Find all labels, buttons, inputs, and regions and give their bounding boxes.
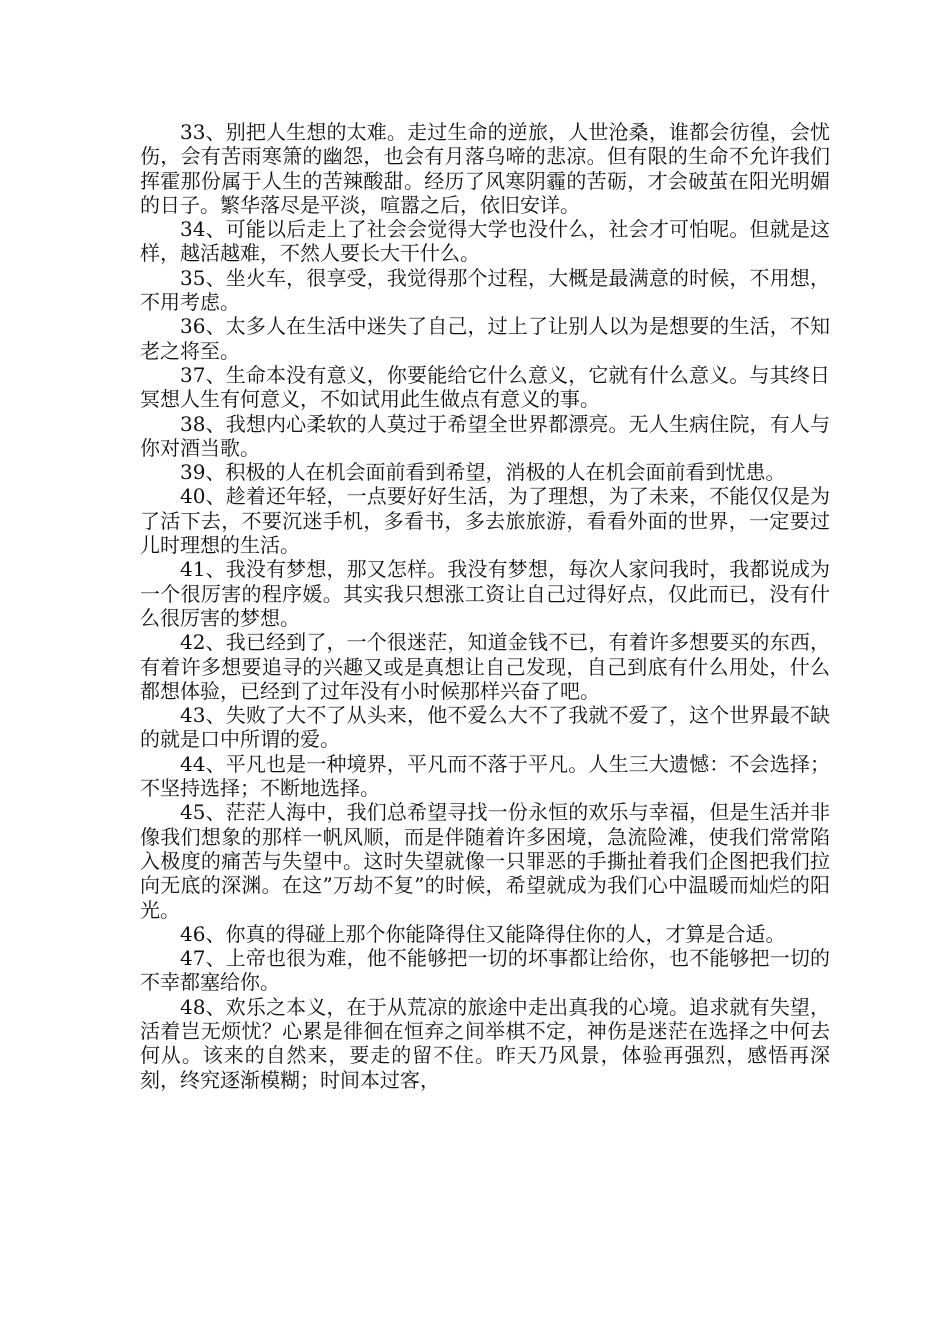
paragraph-46: 46、你真的得碰上那个你能降得住又能降得住你的人，才算是合适。 <box>180 921 786 946</box>
document-page <box>140 120 830 1092</box>
paragraph-42: 42、我已经到了，一个很迷茫，知道金钱不已，有着许多想要买的东西，有着许多想要追寻的兴趣又或是真想让自己发现，自己到底有什么用处，什么都想体验，已经到了过年没有小时候那样兴奋了吧。 <box>140 630 830 703</box>
paragraph-35: 35、坐火车，很享受，我觉得那个过程，大概是最满意的时候，不用想，不用考虑。 <box>140 265 830 315</box>
paragraph-39: 39、积极的人在机会面前看到希望，消极的人在机会面前看到忧患。 <box>180 460 786 485</box>
paragraph-36: 36、太多人在生活中迷失了自己，过上了让别人以为是想要的生活，不知老之将至。 <box>140 314 830 363</box>
paragraph-38: 38、我想内心柔软的人莫过于希望全世界都漂亮。无人生病住院，有人与你对酒当歌。 <box>140 411 830 460</box>
paragraph-40: 40、趁着还年轻，一点要好好生活，为了理想，为了未来，不能仅仅是为了活下去，不要沉迷手机，多看书，多去旅旅游，看看外面的世界，一定要过儿时理想的生活。 <box>140 484 830 558</box>
paragraph-41: 41、我没有梦想，那又怎样。我没有梦想，每次人家问我时，我都说成为一个很厉害的程序媛。其实我只想涨工资让自己过得好点，仅此而已，没有什么很厉害的梦想。 <box>140 557 830 630</box>
paragraph-34: 34、可能以后走上了社会会觉得大学也没什么，社会才可怕呢。但就是这样，越活越难，不然人要长大干什么。 <box>140 217 830 266</box>
paragraph-44: 44、平凡也是一种境界，平凡而不落于平凡。人生三大遗憾：不会选择；不坚持选择；不断地选择。 <box>140 751 830 801</box>
paragraph-33: 33、别把人生想的太难。走过生命的逆旅，人世沧桑，谁都会彷徨，会忧伤，会有苦雨寒箫的幽怨，也会有月落乌啼的悲凉。但有限的生命不允许我们挥霍那份属于人生的苦辣酸甜。经历了风寒阴霾的苦砺，才会破茧在阳光明媚的日子。繁华落尽是平淡，喧嚣之后，依旧安详。 <box>140 120 830 217</box>
paragraph-43: 43、失败了大不了从头来，他不爱么大不了我就不爱了，这个世界最不缺的就是口中所谓的爱。 <box>140 703 830 752</box>
paragraph-45: 45、茫茫人海中，我们总希望寻找一份永恒的欢乐与幸福，但是生活并非像我们想象的那样一帆风顺，而是伴随着许多困境，急流险滩，使我们常常陷入极度的痛苦与失望中。这时失望就像一只罪恶的手撕扯着我们企图把我们拉向无底的深渊。在这”万劫不复”的时候，希望就成为我们心中温暖而灿烂的阳光。 <box>140 800 830 922</box>
paragraph-37: 37、生命本没有意义，你要能给它什么意义，它就有什么意义。与其终日冥想人生有何意义，不如试用此生做点有意义的事。 <box>140 362 830 412</box>
paragraph-47: 47、上帝也很为难，他不能够把一切的坏事都让给你，也不能够把一切的不幸都塞给你。 <box>140 946 830 995</box>
paragraph-48: 48、欢乐之本义，在于从荒凉的旅途中走出真我的心境。追求就有失望，活着岂无烦忧？心累是徘徊在恒弃之间举棋不定，神伤是迷茫在选择之中何去何从。该来的自然来，要走的留不住。昨天乃风景，体验再强烈，感悟再深刻，终究逐渐模糊；时间本过客， <box>140 994 830 1092</box>
